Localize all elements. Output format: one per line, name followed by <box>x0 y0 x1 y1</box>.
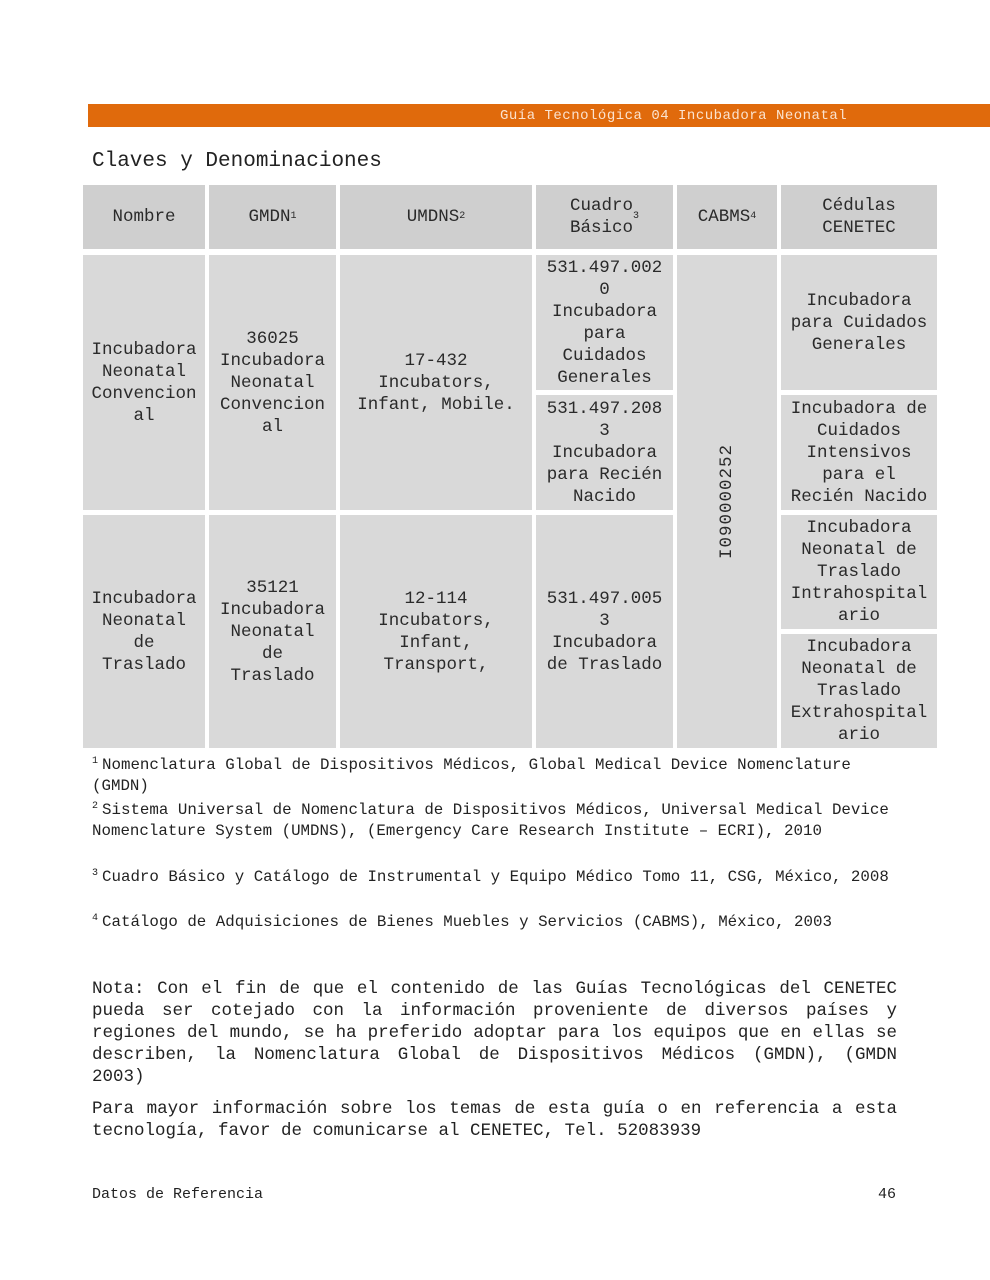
row1-cuadro-b: 531.497.208 3 Incubadora para Recién Nacido <box>536 395 673 510</box>
row2-umdns: 12-114 Incubators, Infant, Transport, <box>340 515 532 748</box>
footnote-2: $^2$ Sistema Universal de Nomenclatura de Dispositivos Médicos, Universal Medical Device Nomenclature System (UMDNS), (Emergency Care Research Institute – ECRI), 2010 <box>92 800 889 840</box>
header-cedulas: Cédulas CENETEC <box>781 185 937 249</box>
header-gmdn-label: GMDN <box>248 207 291 227</box>
row2-cedula-b: Incubadora Neonatal de Traslado Extrahospital ario <box>781 634 937 748</box>
cabms-value: I090000252 <box>717 443 737 560</box>
header-umdns-label: UMDNS <box>406 207 460 227</box>
header-cuadro-basico: Cuadro Básico 3 <box>536 185 673 249</box>
contact-paragraph: Para mayor información sobre los temas de esta guía o en referencia a esta tecnología, favor de comunicarse al CENETEC, Tel. 52083939 <box>92 1099 897 1141</box>
row2-gmdn: 35121 Incubadora Neonatal de Traslado <box>209 515 336 748</box>
row1-cuadro-a: 531.497.002 0 Incubadora para Cuidados Generales <box>536 255 673 390</box>
header-title: Guía Tecnológica 04 Incubadora Neonatal <box>500 108 848 124</box>
note-paragraph: Nota: Con el fin de que el contenido de las Guías Tecnológicas del CENETEC pueda ser cotejado con la información proveniente de diversos países y regiones del mundo, se ha preferido adoptar para los equipos que en ellas se describen, la Nomenclatura Global de Dispositivos Médicos (GMDN), (GMDN 2003) <box>92 979 897 1087</box>
header-cabms-label: CABMS <box>697 207 751 227</box>
header-umdns: UMDNS 2 <box>340 185 532 249</box>
row2-nombre: Incubadora Neonatal de Traslado <box>83 515 205 748</box>
footnote-1: $^1$ Nomenclatura Global de Dispositivos Médicos, Global Medical Device Nomenclature (GMDN) <box>92 755 851 795</box>
section-title: Claves y Denominaciones <box>92 150 382 173</box>
row1-umdns: 17-432 Incubators, Infant, Mobile. <box>340 255 532 510</box>
footer-section-label: Datos de Referencia <box>92 1186 264 1203</box>
footnote-3: $^3$ Cuadro Básico y Catálogo de Instrumental y Equipo Médico Tomo 11, CSG, México, 2008 <box>92 867 889 886</box>
row1-gmdn: 36025 Incubadora Neonatal Convencion al <box>209 255 336 510</box>
cabms-value-cell <box>677 255 777 748</box>
row1-cedula-b: Incubadora de Cuidados Intensivos para el Recién Nacido <box>781 395 937 510</box>
row2-cedula-a: Incubadora Neonatal de Traslado Intrahospital ario <box>781 515 937 629</box>
row1-cedula-a: Incubadora para Cuidados Generales <box>781 255 937 390</box>
row1-nombre: Incubadora Neonatal Convencion al <box>83 255 205 510</box>
header-gmdn: GMDN 1 <box>209 185 336 249</box>
page-number: 46 <box>878 1186 897 1203</box>
header-cuadro-label: Cuadro Básico <box>569 196 633 238</box>
footnote-4: $^4$ Catálogo de Adquisiciones de Bienes Muebles y Servicios (CABMS), México, 2003 <box>92 912 832 931</box>
header-cabms: CABMS 4 <box>677 185 777 249</box>
row2-cuadro: 531.497.005 3 Incubadora de Traslado <box>536 515 673 748</box>
header-nombre: Nombre <box>83 185 205 249</box>
